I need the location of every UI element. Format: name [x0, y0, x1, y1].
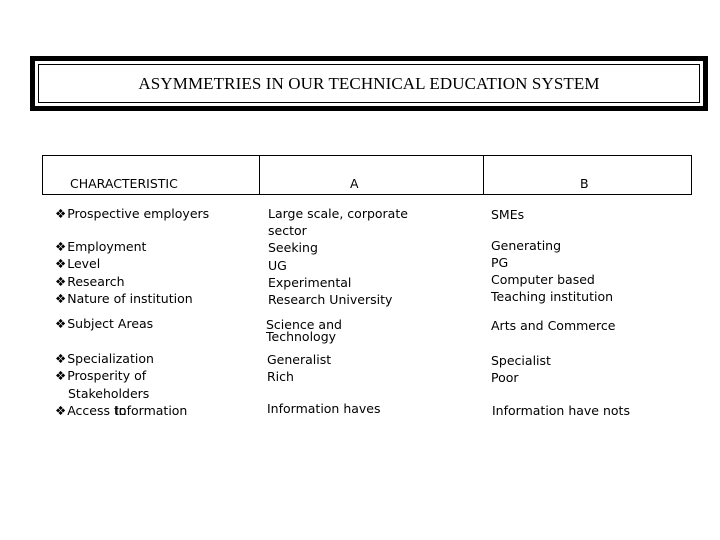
- characteristic-continuation: Stakeholders: [68, 386, 150, 401]
- slide-title: ASYMMETRIES IN OUR TECHNICAL EDUCATION SYSTEM: [138, 73, 600, 93]
- col-a-value: Rich: [267, 369, 294, 384]
- diamond-bullet-icon: ❖: [55, 316, 67, 331]
- diamond-bullet-icon: ❖: [55, 206, 67, 221]
- col-a-value: Generalist: [267, 352, 332, 367]
- col-b-value: PG: [491, 255, 509, 270]
- title-inner-frame: [38, 64, 700, 103]
- header-b: B: [580, 176, 589, 191]
- diamond-bullet-icon: ❖: [55, 274, 67, 289]
- title-box: [30, 56, 708, 111]
- characteristic-item: ❖Level: [55, 256, 101, 271]
- col-a-value: Large scale, corporate: [268, 206, 408, 221]
- diamond-bullet-icon: ❖: [55, 403, 67, 418]
- characteristic-overlap-text: Information: [115, 403, 188, 418]
- col-b-value: Generating: [491, 238, 562, 253]
- diamond-bullet-icon: ❖: [55, 368, 67, 383]
- col-b-value: Computer based: [491, 272, 595, 287]
- col-b-value: Poor: [491, 370, 519, 385]
- diamond-bullet-icon: ❖: [55, 291, 67, 306]
- col-a-value: Information haves: [267, 401, 381, 416]
- characteristic-item: ❖Subject Areas: [55, 316, 154, 331]
- characteristic-item: ❖Access to: [55, 403, 127, 418]
- col-a-value: Science and: [266, 317, 342, 332]
- col-b-value: Information have nots: [492, 403, 630, 418]
- col-a-value: Research University: [268, 292, 393, 307]
- characteristic-item: ❖Nature of institution: [55, 291, 193, 306]
- characteristic-item: ❖Employment: [55, 239, 147, 254]
- characteristic-item: ❖Prosperity of: [55, 368, 147, 383]
- col-a-value: sector: [268, 223, 307, 238]
- col-a-value: Experimental: [268, 275, 352, 290]
- characteristic-item: ❖Specialization: [55, 351, 154, 366]
- header-characteristic: CHARACTERISTIC: [70, 176, 178, 191]
- diamond-bullet-icon: ❖: [55, 239, 67, 254]
- col-b-value: Arts and Commerce: [491, 318, 616, 333]
- header-divider-a: [259, 155, 260, 195]
- col-a-value: Seeking: [268, 240, 318, 255]
- col-b-value: Teaching institution: [491, 289, 614, 304]
- diamond-bullet-icon: ❖: [55, 256, 67, 271]
- col-b-value: Specialist: [491, 353, 551, 368]
- header-divider-b: [483, 155, 484, 195]
- col-a-value: UG: [268, 258, 287, 273]
- diamond-bullet-icon: ❖: [55, 351, 67, 366]
- col-a-value: Technology: [266, 329, 337, 344]
- characteristic-item: ❖Prospective employers: [55, 206, 210, 221]
- characteristic-item: ❖Research: [55, 274, 125, 289]
- col-b-value: SMEs: [491, 207, 525, 222]
- header-a: A: [350, 176, 359, 191]
